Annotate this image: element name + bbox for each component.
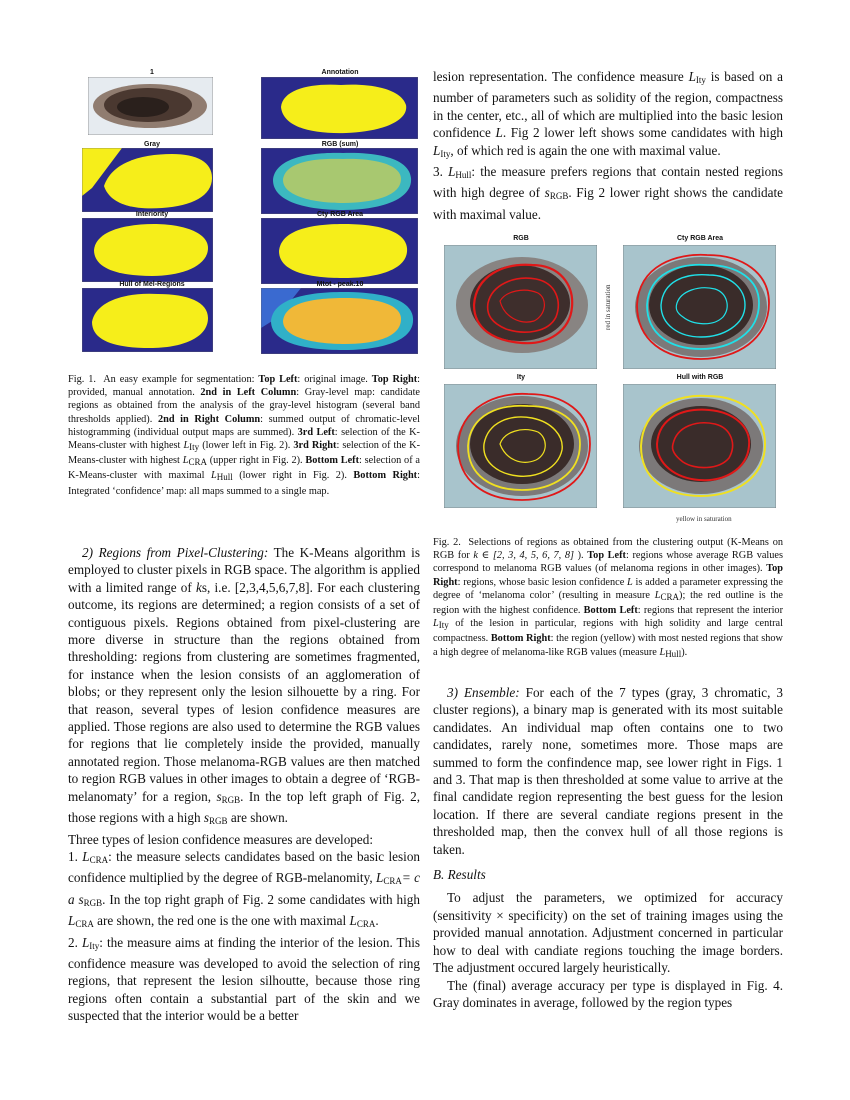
fig1-title-gray: Gray (144, 141, 160, 148)
fig2-title-cty-rgb-area: Cty RGB Area (676, 235, 724, 242)
fig1-panel-original (88, 77, 213, 135)
measure-ity: 2. $L_{Ity}$: the measure aims at finding the interior of the lesion. This confidence measure was developed to avoid the selection of ring regions, that represent the lesion silhoutte, because those ring regions often contain a substantial part of the skin and we suspected that the interior would be a better (68, 934, 420, 1024)
fig2-caption: Fig. 2. Selections of regions as obtained from the clustering output (K-Means on RGB for k ∈ [2, 3, 4, 5, 6, 7, 8] ). Top Left: regions whose average RGB values correspond to melanoma RGB values (of melanoma regions in other images). Top Right: regions, whose basic lesion confidence L is added a parameter expressing the degree of ‘melanoma color’ (resulting in measure LCRA); the red outline is the region with the highest confidence. Bottom Left: regions that represent the interior LIty of the lesion in particular, regions with high solidity and large central compactness. Bottom Right: the region (yellow) with most nested regions that show a high degree of melanoma-like RGB values (measure LHull). (433, 537, 784, 659)
fig1-caption: Fig. 1. An easy example for segmentation: Top Left: original image. Top Right: provided, manual annotation. 2nd in Left Column: Gray-level map: candidate regions as obtained from the analysis of the gray-level histogram (several band thresholds applied). 2nd in Right Column: summed output of chromatic-level histogramming (individual output maps are summed). 3rd Left: selection of the K-Means-cluster with highest LIty (lower left in Fig. 2). 3rd Right: selection of the K-Means-cluster with highest LCRA (upper right in Fig. 2). Bottom Left: selection of a K-Means-cluster with maximal LHull (lower right in Fig. 2). Bottom Right: Integrated ‘confidence’ map: all maps summed to a single map. (68, 374, 420, 497)
right-column-body (433, 684, 783, 1011)
fig1-panel-mtot (261, 288, 418, 354)
fig1-title-cty-rgb-area: Cty RGB Area (316, 211, 364, 218)
fig1-panel-rgb-sum (261, 148, 418, 214)
fig2-caption-label: Fig. 2. (433, 537, 461, 548)
subsection-heading-pixel-clustering: 2) Regions from Pixel-Clustering: (82, 545, 269, 560)
fig1-title-mtot: Mtot - peak.10 (316, 281, 364, 288)
subsection-heading-ensemble: 3) Ensemble: (447, 685, 520, 700)
fig2-xlabel: yellow in saturation (676, 515, 732, 523)
section-heading-results: B. Results (433, 867, 486, 883)
left-column-body (68, 544, 420, 1025)
fig1-title-rgb-sum: RGB (sum) (321, 141, 359, 148)
fig2-ylabel: red in saturation (604, 284, 612, 330)
fig1-panel-interiority (82, 218, 213, 282)
fig1-title-hull: Hull of Mel-Regions (119, 281, 185, 288)
fig1-panel-hull (82, 288, 213, 352)
fig1-title-annotation: Annotation (321, 69, 359, 76)
fig2-panel-hull-with-rgb (623, 384, 776, 508)
fig2-title-rgb: RGB (513, 235, 529, 242)
fig1-panel-cty-rgb-area (261, 218, 418, 284)
fig2-panel-ity (444, 384, 597, 508)
fig1-title-original: 1 (150, 69, 154, 76)
fig2-panel-rgb (444, 245, 597, 369)
measures-intro: Three types of lesion confidence measures are developed: (68, 831, 374, 847)
fig1-title-interiority: Interiority (135, 211, 169, 218)
results-paragraph-2: The (final) average accuracy per type is displayed in Fig. 4. Gray dominates in average, followed by the region types (433, 977, 783, 1010)
fig2-title-ity: Ity (516, 374, 526, 381)
fig1-panel-annotation (261, 77, 418, 139)
fig1-panel-gray (82, 148, 213, 212)
ensemble-paragraph: 3) Ensemble: For each of the 7 types (gray, 3 chromatic, 3 cluster regions), a binary map is generated with its most suitable candidates. An individual map often contains one to two candidates, rarely none, sometimes more. Those maps are summed to form the confindence map, see lower right in Figs. 1 and 3. That map is then thresholded at some value to arrive at the final candidate region representing the best guess for the lesion location. If there are several candiate regions present in the thresholded map, then the convex hull of all those regions is taken. (433, 685, 783, 857)
measure-hull: 3. $L_{Hull}$: the measure prefers regions that contain nested regions with high degree of $s_{RGB}$. Fig 2 lower right shows the candidate with maximal value. (433, 164, 783, 222)
pixel-clustering-paragraph: 2) Regions from Pixel-Clustering: The K-Means algorithm is employed to cluster pixels in RGB space. The algorithm is applied with a limited range of ks, i.e. [2,3,4,5,6,7,8]. For each clustering outcome, its regions are determined; a region consists of a set of contiguous pixels. Regions obtained from pixel-clustering are more diverse in structure than the regions obtained from thresholding: regions from clustering are sometimes fragmented, for instance when the lesion consists of an agglomeration of blobs; or they represent only the lesion silhouette by a ring. For that reason, several types of lesion confidence measures are applied. Those regions are also used to determine the RGB values for regions that lie completely inside the provided, manually annotated region. Those melanoma-RGB values are then matched to region RGB values in other images to obtain a degree of ‘RGB-melanomaty’ for a region, $s_{RGB}$. In the top left graph of Fig. 2, those regions with a high $s_{RGB}$ are shown. (68, 545, 420, 827)
fig2-title-hull-with-rgb: Hull with RGB (676, 374, 724, 381)
results-paragraph-1: To adjust the parameters, we optimized for accuracy (sensitivity × specificity) on the set of training images using the provided manual annotation. Adjustment concerned in particular how to deal with candiate regions touching the image borders. The adjustment occured largely heuristically. (433, 890, 783, 976)
fig2-panel-cty-rgb-area (623, 245, 776, 369)
fig1-caption-label: Fig. 1. (68, 374, 96, 385)
ity-continuation: lesion representation. The confidence measure $L_{Ity}$ is based on a number of parameters such as solidity of the region, compactness in the center, etc., all of which are multiplied into the basic lesion confidence L. Fig 2 lower left shows some candidates with high $L_{Ity}$, of which red is again the one with maximal value. (433, 69, 784, 159)
measure-cra: 1. $L_{CRA}$: the measure selects candidates based on the basic lesion confidence multiplied by the degree of RGB-melanomity, $L_{CRA}= c$ a $s_{RGB}$. In the top right graph of Fig. 2 some candidates with high $L_{CRA}$ are shown, the red one is the one with maximal $L_{CRA}$. (68, 848, 421, 930)
right-column-top (433, 68, 783, 223)
